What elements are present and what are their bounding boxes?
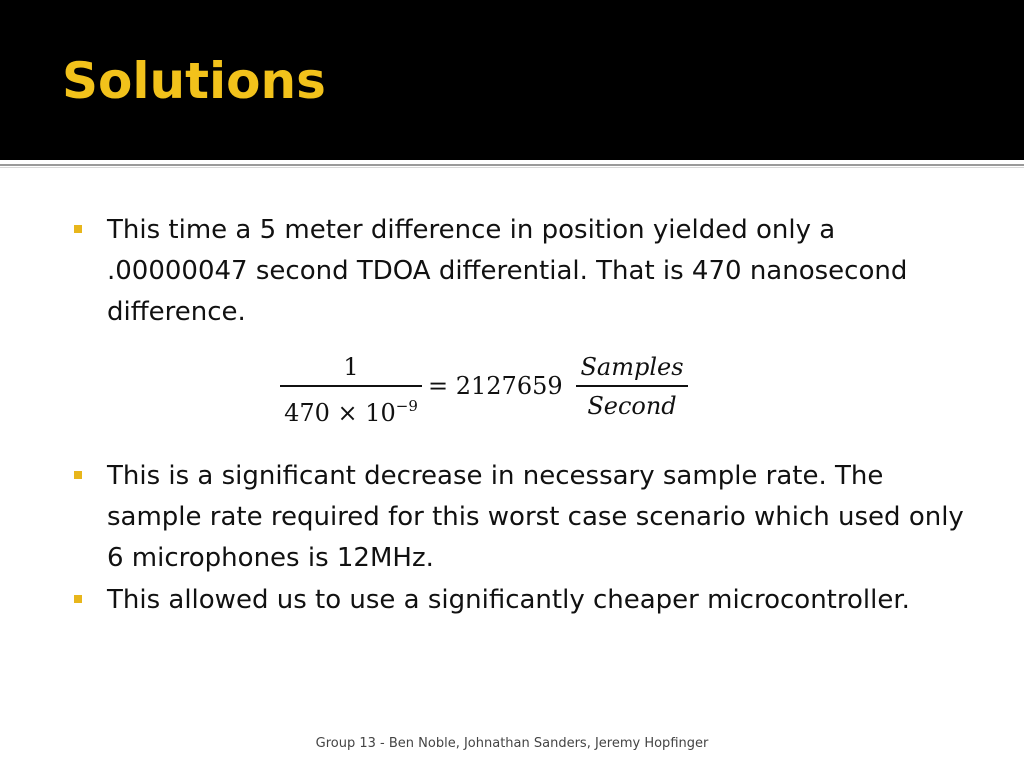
equation-numerator: 1 (343, 353, 359, 381)
bullet-list-item (74, 456, 964, 579)
equation-denominator (284, 391, 418, 428)
square-bullet-icon (74, 595, 82, 603)
bullet-text: This is a significant decrease in necessary sample rate. The sample rate required for this worst case scenario which used only 6 microphones is 12MHz. (107, 461, 964, 573)
bullet-row (74, 210, 964, 333)
title-bar (0, 0, 1024, 160)
unit-numerator: Samples (580, 353, 684, 381)
slide-title: Solutions (62, 52, 326, 110)
equation-unit-fraction (576, 352, 688, 421)
denominator-base: 470 × 10 (284, 399, 396, 427)
slide-footer: Group 13 - Ben Noble, Johnathan Sanders, Jeremy Hopfinger (315, 736, 709, 751)
equation-result (428, 371, 563, 401)
title-divider (0, 164, 1024, 166)
bullet-row (74, 456, 964, 579)
square-bullet-icon (74, 471, 82, 479)
title-divider-shadow (0, 167, 1024, 168)
bullet-text: This allowed us to use a significantly cheaper microcontroller. (107, 585, 910, 615)
fraction-bar (576, 385, 688, 387)
equals-sign: = (428, 372, 449, 400)
fraction-bar (280, 385, 422, 387)
bullet-text: This time a 5 meter difference in position yielded only a .00000047 second TDOA differential. That is 470 nanosecond difference. (107, 215, 908, 327)
equation-left-fraction (280, 352, 422, 428)
bullet-row (74, 580, 964, 621)
sample-rate-equation (280, 352, 700, 427)
unit-denominator: Second (587, 392, 677, 420)
result-value: 2127659 (455, 372, 563, 400)
square-bullet-icon (74, 225, 82, 233)
denominator-exponent: −9 (395, 397, 418, 415)
bullet-list-item (74, 210, 964, 333)
bullet-list-item (74, 580, 964, 621)
